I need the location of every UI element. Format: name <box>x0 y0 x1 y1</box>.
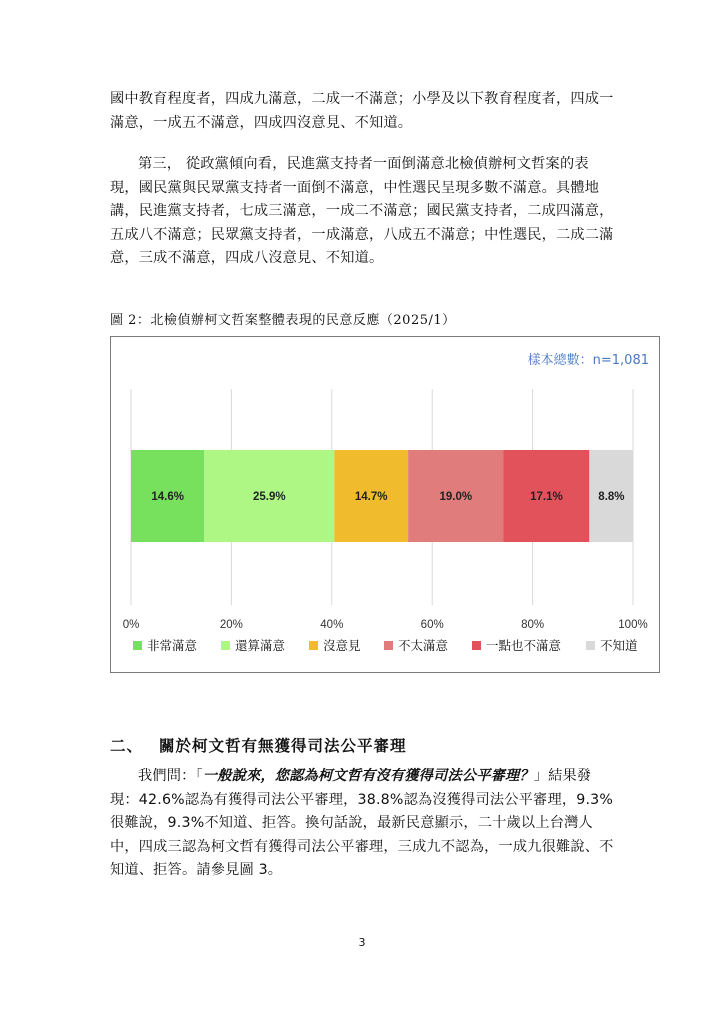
legend-label: 不太滿意 <box>398 638 449 653</box>
survey-question: 一般說來，您認為柯文哲有沒有獲得司法公平審理？ <box>202 768 534 784</box>
bar-data-label: 17.1% <box>530 491 563 503</box>
legend-label: 沒意見 <box>323 638 361 653</box>
legend-label: 不知道 <box>600 638 638 653</box>
sample-size-note: 樣本總數：n=1,081 <box>527 353 649 368</box>
legend-label: 非常滿意 <box>147 638 198 653</box>
legend-swatch <box>384 641 393 650</box>
x-tick-label: 80% <box>521 619 545 631</box>
section-title: 關於柯文哲有無獲得司法公平審理 <box>159 736 407 755</box>
legend-label: 一點也不滿意 <box>486 638 562 653</box>
bar-data-label: 8.8% <box>598 491 625 503</box>
bar-data-label: 25.9% <box>252 491 286 503</box>
legend-swatch <box>309 641 318 650</box>
chart-container <box>110 336 660 673</box>
figure-caption: 圖 2：北檢偵辦柯文哲案整體表現的民意反應（2025/1） <box>110 313 456 328</box>
stacked-bar-chart <box>111 337 659 672</box>
x-tick-label: 100% <box>618 619 648 631</box>
x-tick-label: 0% <box>122 619 140 631</box>
x-tick-label: 40% <box>320 619 344 631</box>
question-results: 」結果發現：42.6%認為有獲得司法公平審理，38.8%認為沒獲得司法公平審理，9.3%很難說，9.3%不知道、拒答。換句話說，最新民意顯示，二十歲以上台灣人中，四成三認為柯文哲有獲得司法公平審理，三成九不認為，一成九很難說、不知道、拒答。請參見圖 3。 <box>110 768 614 878</box>
bar-data-label: 14.7% <box>354 491 388 503</box>
section-heading <box>110 734 407 756</box>
legend-swatch <box>586 641 595 650</box>
legend-swatch <box>133 641 142 650</box>
legend-swatch <box>221 641 230 650</box>
section-number: 二、 <box>110 736 144 755</box>
paragraph-education: 國中教育程度者，四成九滿意，二成一不滿意；小學及以下教育程度者，四成一滿意，一成五不滿意，四成四沒意見、不知道。 <box>110 91 614 131</box>
x-tick-label: 60% <box>420 619 444 631</box>
page-number: 3 <box>358 936 366 949</box>
question-intro: 我們問：「 <box>138 768 203 784</box>
paragraph-party: 第三， 從政黨傾向看，民進黨支持者一面倒滿意北檢偵辦柯文哲案的表現，國民黨與民眾黨支持者一面倒不滿意，中性選民呈現多數不滿意。具體地講，民進黨支持者，七成三滿意，一成二不滿意；國民黨支持者，二成四滿意，五成八不滿意；民眾黨支持者，一成滿意，八成五不滿意；中性選民，二成二滿意，三成不滿意，四成八沒意見、不知道。 <box>110 156 614 266</box>
paragraph-question <box>110 765 615 883</box>
bar-data-label: 14.6% <box>151 491 184 503</box>
legend-label: 還算滿意 <box>235 638 286 653</box>
bar-data-label: 19.0% <box>439 491 473 503</box>
legend-swatch <box>472 641 481 650</box>
x-tick-label: 20% <box>219 619 243 631</box>
